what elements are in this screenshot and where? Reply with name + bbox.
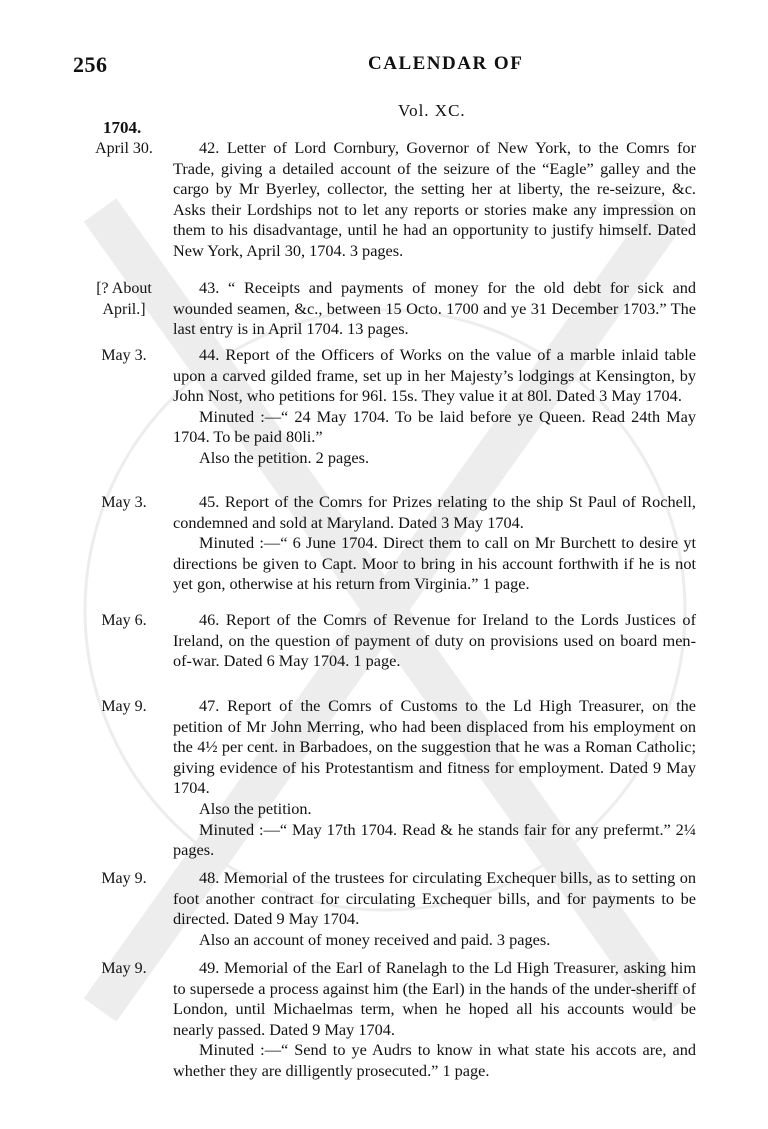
entry-minute: Minuted :—“ 24 May 1704. To be laid before ye Queen. Read 24th May 1704. To be paid 80li.” bbox=[173, 406, 696, 447]
entry-text bbox=[173, 278, 696, 340]
entry-text bbox=[173, 696, 696, 861]
entry-date: May 3. bbox=[101, 347, 147, 364]
entry-paragraph: Also the petition. 2 pages. bbox=[199, 447, 370, 467]
entry-paragraph: 45. Report of the Comrs for Prizes relating to the ship St Paul of Rochell, condemned and sold at Maryland. Dated 3 May 1704. bbox=[173, 492, 696, 532]
entry-paragraph: 44. Report of the Officers of Works on the value of a marble inlaid table upon a carved gilded frame, set up in her Majesty’s lodgings at Kensington, by John Nost, who petitions for 96l. 15s. They value it at 80l. Dated 3 May 1704. bbox=[173, 345, 696, 406]
entry-date: May 9. bbox=[101, 870, 147, 887]
entry-date: May 6. bbox=[101, 612, 147, 629]
entry-text bbox=[173, 958, 696, 1082]
page-number: 256 bbox=[73, 52, 108, 77]
entry-paragraph: 48. Memorial of the trustees for circulating Exchequer bills, as to setting on foot another contract for circulating Exchequer bills, and for payments to be directed. Dated 9 May 1704. bbox=[173, 868, 696, 929]
entry-paragraph: 46. Report of the Comrs of Revenue for Ireland to the Lords Justices of Ireland, on the question of payment of duty on provisions used on board men-of-war. Dated 6 May 1704. 1 page. bbox=[173, 610, 696, 671]
entry-text bbox=[173, 492, 696, 595]
entry-paragraph: Also an account of money received and paid. 3 pages. bbox=[199, 929, 551, 949]
entry-date: May 3. bbox=[101, 494, 147, 511]
entry-paragraph: 47. Report of the Comrs of Customs to the Ld High Treasurer, on the petition of Mr John Merring, who had been displaced from his employment on the 4½ per cent. in Barbadoes, on the suggestion that he was a Roman Catholic; giving evidence of his Protestantism and fitness for employment. Dated 9 May 1704. bbox=[173, 696, 696, 798]
running-title: CALENDAR OF bbox=[368, 53, 524, 74]
entry-date: May 9. bbox=[101, 960, 147, 977]
entry-paragraph: 42. Letter of Lord Cornbury, Governor of New York, to the Comrs for Trade, giving a detailed account of the seizure of the “Eagle” galley and the cargo by Mr Byerley, collector, the setting her at liberty, the re-seizure, &c. Asks their Lordships not to let any reports or stories make any impression on them to his disadvantage, until he had an opportunity to justify himself. Dated New York, April 30, 1704. 3 pages. bbox=[173, 138, 696, 260]
entry-paragraph: 43. “ Receipts and payments of money for the old debt for sick and wounded seamen, &c., between 15 Octo. 1700 and ye 31 December 1703.” The last entry is in April 1704. 13 pages. bbox=[173, 278, 696, 339]
year-heading: 1704. bbox=[103, 118, 142, 137]
entry-date: [? About April.] bbox=[96, 280, 152, 318]
entry-text bbox=[173, 610, 696, 672]
entry-paragraph: Also the petition. bbox=[199, 798, 312, 818]
entry-text bbox=[173, 868, 696, 950]
entry-text bbox=[173, 138, 696, 262]
entry-minute: Minuted :—“ 6 June 1704. Direct them to call on Mr Burchett to desire yt directions be given to Capt. Moor to bring in his account forthwith if he is not yet gon, otherwise at his return from Virginia.” 1 page. bbox=[173, 533, 696, 594]
entry-minute: Minuted :—“ May 17th 1704. Read & he stands fair for any prefermt.” 2¼ pages. bbox=[173, 819, 696, 860]
entry-date: April 30. bbox=[95, 140, 153, 157]
entry-paragraph: 49. Memorial of the Earl of Ranelagh to the Ld High Treasurer, asking him to supersede a process against him (the Earl) in the hands of the under-sheriff of London, until Michaelmas term, when he hoped all his accounts would be nearly passed. Dated 9 May 1704. bbox=[173, 958, 696, 1039]
entry-text bbox=[173, 345, 696, 469]
entry-date: May 9. bbox=[101, 698, 147, 715]
entry-minute: Minuted :—“ Send to ye Audrs to know in what state his accots are, and whether they are dilligently prosecuted.” 1 page. bbox=[173, 1040, 696, 1080]
volume-heading: Vol. XC. bbox=[398, 101, 466, 120]
